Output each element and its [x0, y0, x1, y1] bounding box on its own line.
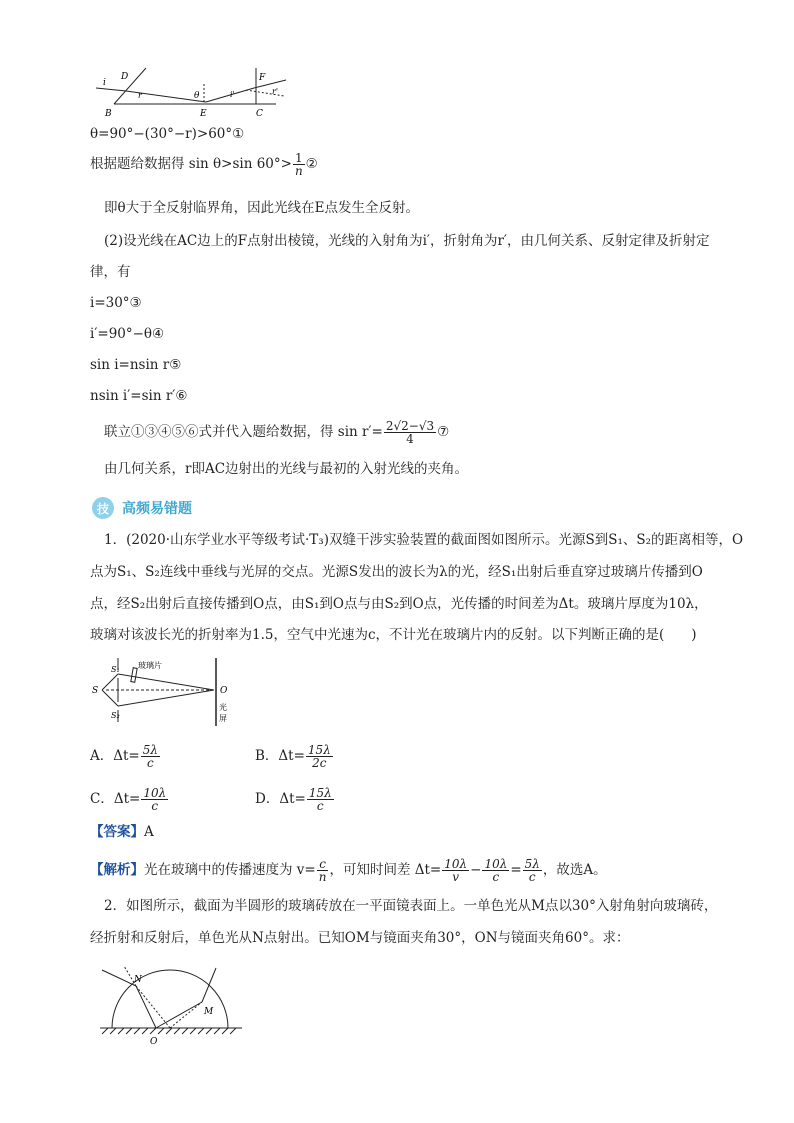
- analysis-tag: 【解析】: [90, 862, 144, 878]
- q1-line-1: 1．(2020·山东学业水平等级考试·T₃)双缝干涉实验装置的截面图如图所示。光源S到S₁、S₂的距离相等，O: [104, 532, 744, 548]
- answer-line: [90, 822, 154, 842]
- line-part2: (2)设光线在AC边上的F点射出棱镜，光线的入射角为i′，折射角为r′，由几何关系、反射定律及折射定: [104, 233, 710, 249]
- label-c: C: [256, 109, 263, 119]
- label-m: M: [204, 1007, 214, 1017]
- label-i-prime: i': [230, 90, 235, 99]
- q1-line-4: 玻璃对该波长光的折射率为1.5，空气中光速为c，不计光在玻璃片内的反射。以下判断正确的是( ): [90, 627, 697, 643]
- q2-line-1: 2．如图所示，截面为半圆形的玻璃砖放在一平面镜表面上。一单色光从M点以30°入射角射向玻璃砖，: [104, 898, 718, 914]
- section-icon: 技: [92, 497, 114, 519]
- label-s: S: [92, 686, 99, 696]
- label-screen-1: 光: [219, 703, 227, 712]
- q1-line-2: 点为S₁、S₂连线中垂线与光屏的交点。光源S发出的波长为λ的光，经S₁出射后垂直穿过玻璃片传播到O: [90, 564, 703, 580]
- label-o: O: [150, 1037, 158, 1047]
- equation-3: i=30°③: [90, 295, 142, 311]
- label-r: r: [138, 91, 142, 100]
- label-s1: S₁: [111, 665, 120, 674]
- label-glass: 玻璃片: [138, 661, 162, 670]
- label-b: B: [105, 109, 112, 119]
- option-a[interactable]: A．Δt= $\frac{5\lambda}{c}$: [90, 743, 158, 770]
- label-theta: θ: [194, 91, 200, 101]
- line-total-reflection: 即θ大于全反射临界角，因此光线在E点发生全反射。: [104, 200, 419, 216]
- equation-1: θ=90°−(30°−r)>60°①: [90, 126, 245, 142]
- option-d[interactable]: D．Δt= $\frac{15\lambda}{c}$: [255, 786, 332, 813]
- label-s2: S₂: [111, 711, 120, 720]
- line-geometry: 由几何关系，r即AC边射出的光线与最初的入射光线的夹角。: [104, 461, 469, 477]
- line-sin-theta: 根据题给数据得 sin θ>sin 60°> $\frac{1}{n}$ ②: [90, 151, 318, 178]
- option-c[interactable]: C．Δt= $\frac{10\lambda}{c}$: [90, 786, 167, 813]
- answer-tag: 【答案】: [90, 824, 144, 840]
- semicircle-figure: [96, 962, 246, 1048]
- label-o: O: [220, 686, 228, 696]
- label-n: N: [134, 975, 142, 985]
- line-part2-cont: 律，有: [90, 264, 131, 280]
- equation-4: i′=90°−θ④: [90, 326, 165, 342]
- label-f: F: [259, 73, 266, 83]
- line-combine: 联立①③④⑤⑥式并代入题给数据，得 sin r′= $\frac{2√2-√3}{4}$ ⑦: [104, 419, 450, 446]
- prism-figure: [96, 58, 306, 122]
- section-title: 高频易错题: [122, 501, 192, 517]
- label-i: i: [103, 78, 106, 88]
- analysis-line: 【解析】光在玻璃中的传播速度为 v= $\frac{c}{n}$ ，可知时间差 Δt= $\frac{10\lambda}{v}$ − $\frac{10\lambda}{c}$ = $\frac{5\lambda}{c}$ ，故选A。: [90, 857, 607, 884]
- equation-5: sin i=nsin r⑤: [90, 357, 182, 373]
- section-header: [92, 497, 192, 519]
- label-e: E: [200, 109, 207, 119]
- q1-line-3: 点，经S₂出射后直接传播到O点，由S₁到O点与由S₂到O点，光传播的时间差为Δt。玻璃片厚度为10λ，: [90, 596, 708, 612]
- equation-6: nsin i′=sin r′⑥: [90, 388, 188, 404]
- q2-line-2: 经折射和反射后，单色光从N点射出。已知OM与镜面夹角30°，ON与镜面夹角60°。求：: [90, 930, 630, 946]
- option-b[interactable]: B．Δt= $\frac{15\lambda}{2c}$: [255, 743, 331, 770]
- label-r-prime: r': [272, 87, 279, 96]
- answer-value: A: [144, 824, 154, 840]
- double-slit-figure: [92, 656, 242, 730]
- label-d: D: [121, 72, 129, 82]
- label-screen-2: 屏: [219, 714, 227, 723]
